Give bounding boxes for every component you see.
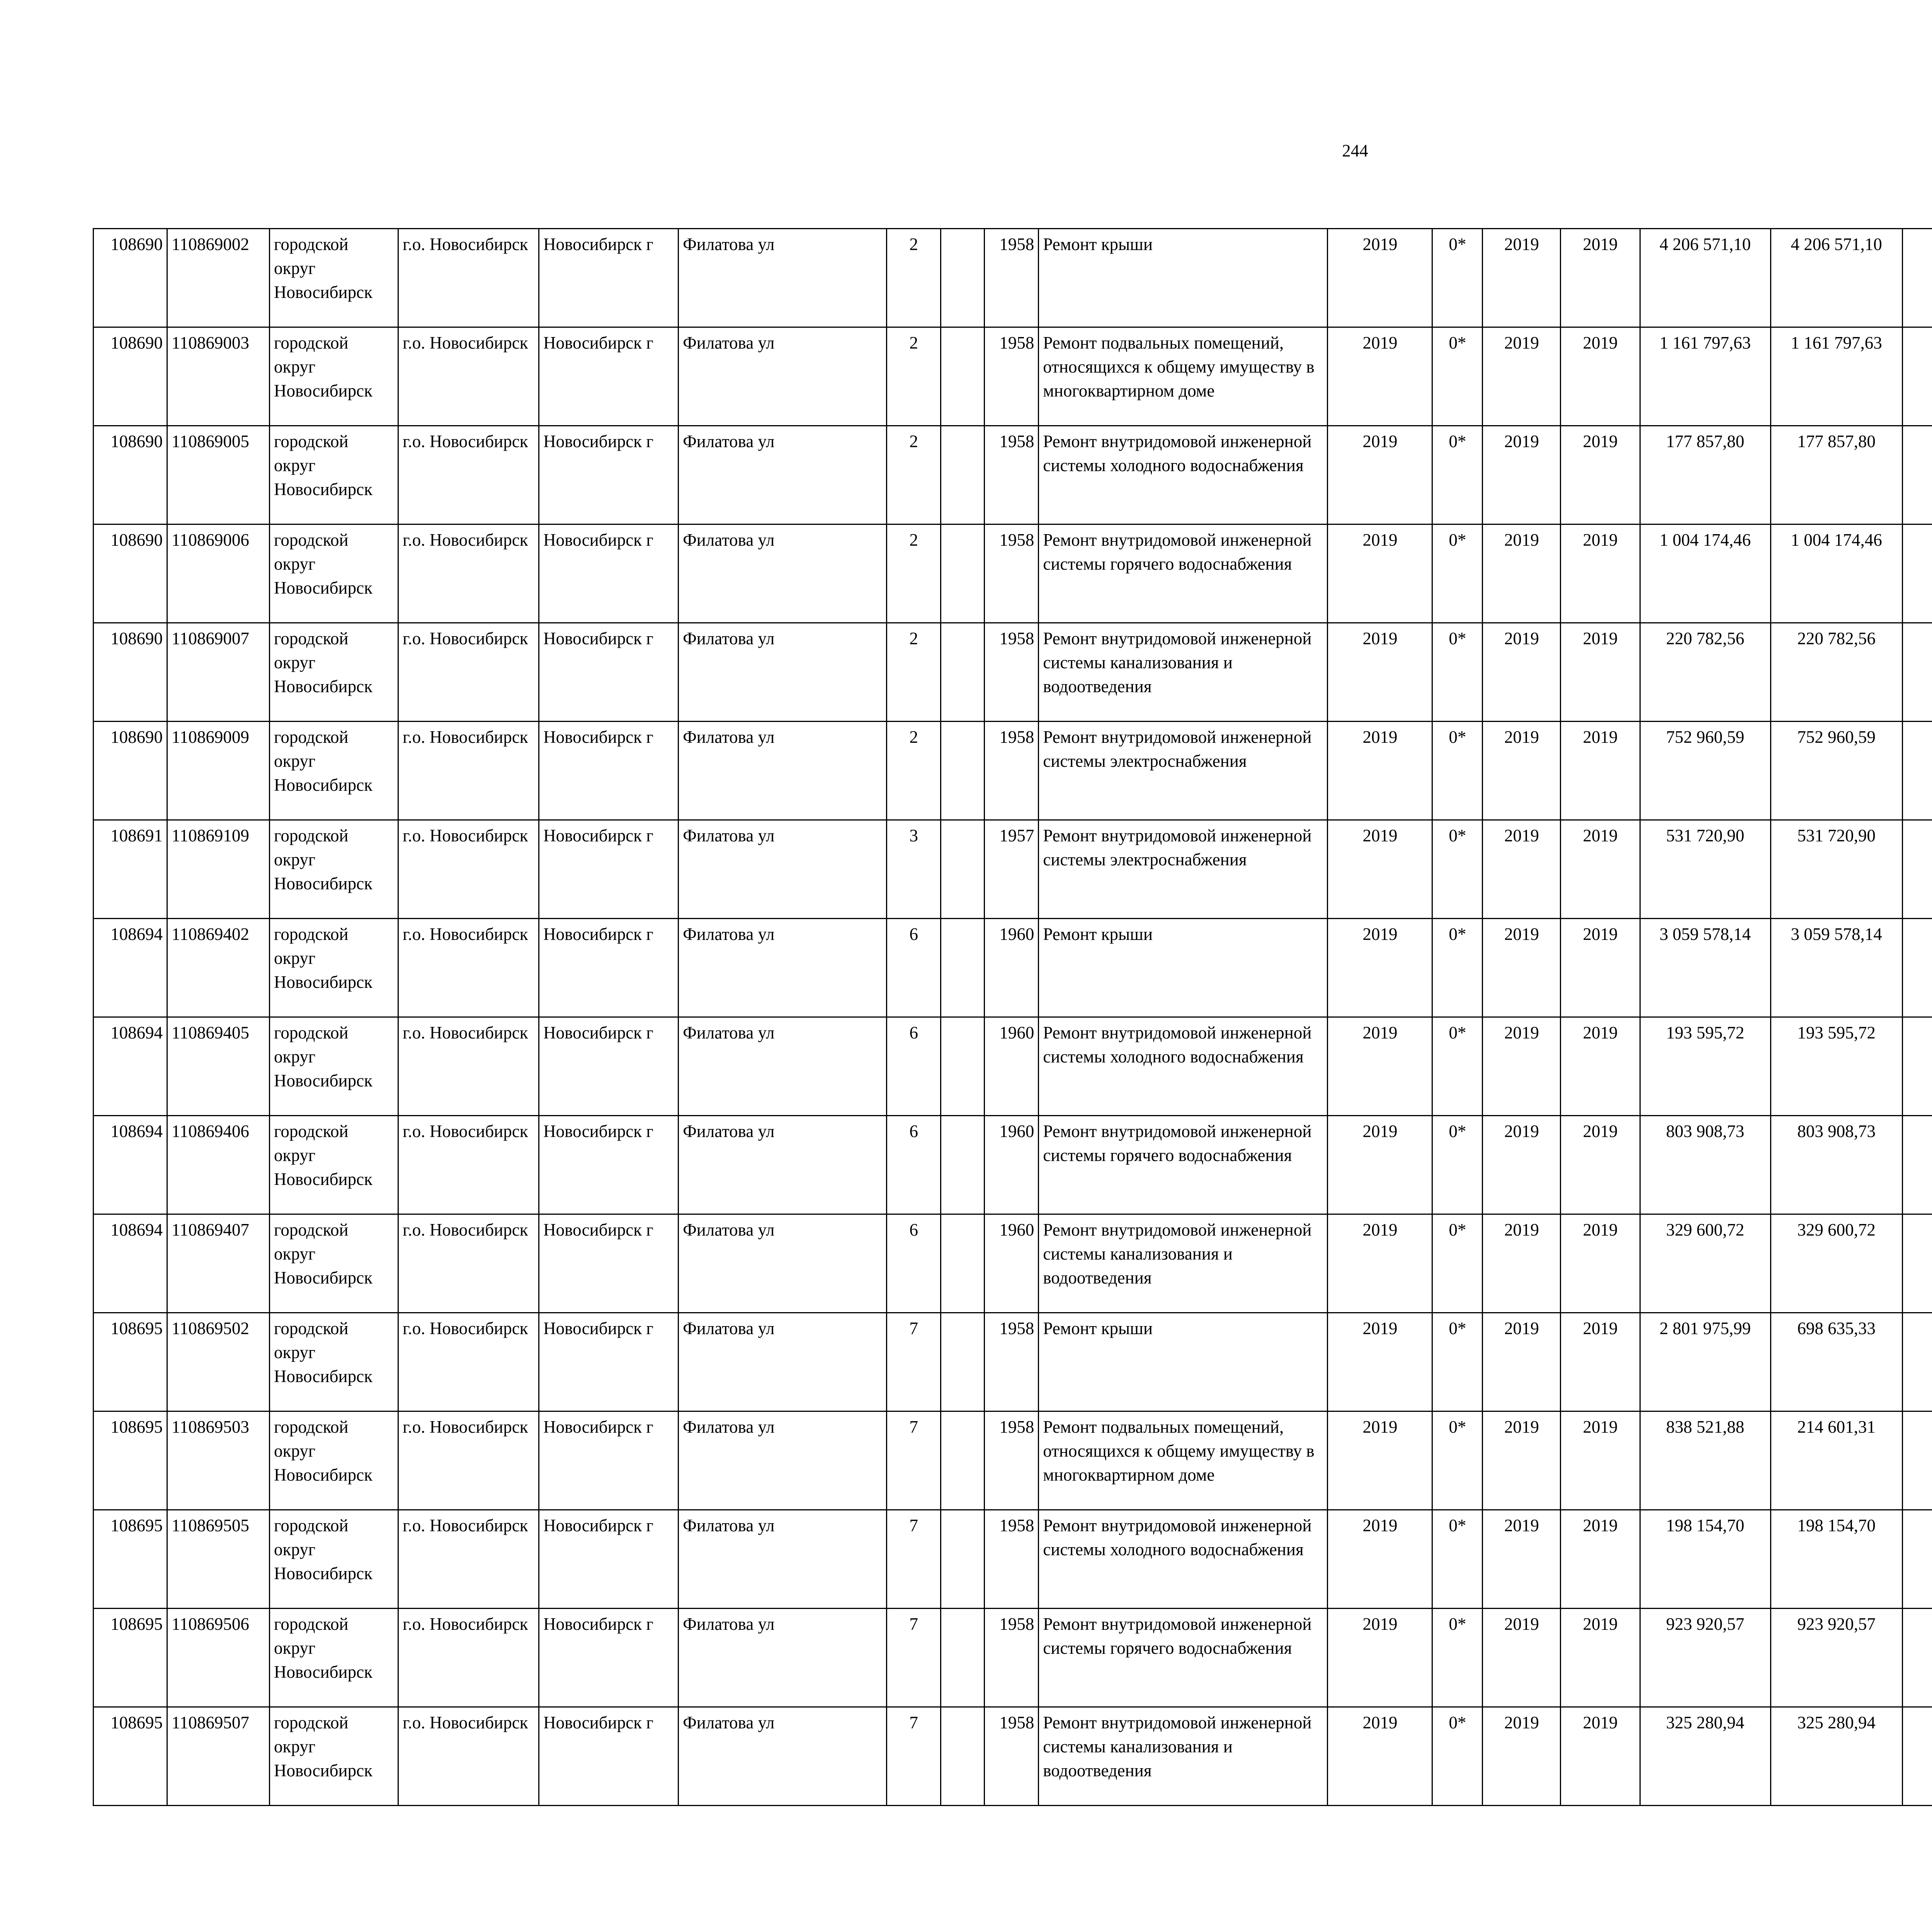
build-year-cell: 1960 xyxy=(985,1017,1039,1116)
work-type-cell: Ремонт крыши xyxy=(1039,919,1328,1017)
end-year-cell: 2019 xyxy=(1561,327,1640,426)
building-cell xyxy=(941,722,985,820)
build-year-cell: 1960 xyxy=(985,919,1039,1017)
total-cost-cell: 325 280,94 xyxy=(1640,1707,1770,1806)
plan-year-cell: 2019 xyxy=(1328,919,1432,1017)
street-cell: Филатова ул xyxy=(679,623,887,722)
street-cell: Филатова ул xyxy=(679,1313,887,1411)
end-year-cell: 2019 xyxy=(1561,623,1640,722)
table-row xyxy=(94,1313,1932,1411)
municipality-cell: г.о. Новосибирск xyxy=(398,1214,539,1313)
flag-cell: 0* xyxy=(1432,1609,1483,1707)
total-cost-cell: 329 600,72 xyxy=(1640,1214,1770,1313)
building-cell xyxy=(941,1609,985,1707)
work-type-cell: Ремонт подвальных помещений, относящихся к общему имуществу в многоквартирном доме xyxy=(1039,327,1328,426)
cost-b-cell xyxy=(1902,1411,1932,1510)
fund-cost-cell: 193 595,72 xyxy=(1770,1017,1902,1116)
street-cell: Филатова ул xyxy=(679,1411,887,1510)
work-type-cell: Ремонт внутридомовой инженерной системы канализования и водоотведения xyxy=(1039,623,1328,722)
house-number-cell: 2 xyxy=(887,722,941,820)
total-cost-cell: 198 154,70 xyxy=(1640,1510,1770,1609)
plan-year-cell: 2019 xyxy=(1328,426,1432,524)
build-year-cell: 1960 xyxy=(985,1116,1039,1214)
plan-year-cell: 2019 xyxy=(1328,1707,1432,1806)
cost-b-cell xyxy=(1902,524,1932,623)
cost-b-cell xyxy=(1902,327,1932,426)
object-id-cell: 108695 xyxy=(94,1609,167,1707)
street-cell: Филатова ул xyxy=(679,229,887,327)
work-code-cell: 110869506 xyxy=(167,1609,270,1707)
start-year-cell: 2019 xyxy=(1483,1116,1561,1214)
start-year-cell: 2019 xyxy=(1483,1707,1561,1806)
cost-b-cell xyxy=(1902,1707,1932,1806)
flag-cell: 0* xyxy=(1432,524,1483,623)
work-type-cell: Ремонт внутридомовой инженерной системы канализования и водоотведения xyxy=(1039,1214,1328,1313)
district-cell: городской округ Новосибирск xyxy=(270,327,398,426)
build-year-cell: 1958 xyxy=(985,1707,1039,1806)
municipality-cell: г.о. Новосибирск xyxy=(398,919,539,1017)
city-cell: Новосибирск г xyxy=(539,1609,679,1707)
table-row xyxy=(94,426,1932,524)
build-year-cell: 1958 xyxy=(985,722,1039,820)
building-cell xyxy=(941,1411,985,1510)
work-code-cell: 110869505 xyxy=(167,1510,270,1609)
municipality-cell: г.о. Новосибирск xyxy=(398,1313,539,1411)
flag-cell: 0* xyxy=(1432,623,1483,722)
street-cell: Филатова ул xyxy=(679,524,887,623)
work-code-cell: 110869503 xyxy=(167,1411,270,1510)
work-type-cell: Ремонт внутридомовой инженерной системы холодного водоснабжения xyxy=(1039,426,1328,524)
plan-year-cell: 2019 xyxy=(1328,1313,1432,1411)
object-id-cell: 108691 xyxy=(94,820,167,919)
house-number-cell: 7 xyxy=(887,1313,941,1411)
house-number-cell: 2 xyxy=(887,327,941,426)
end-year-cell: 2019 xyxy=(1561,820,1640,919)
cost-b-cell xyxy=(1902,1510,1932,1609)
plan-year-cell: 2019 xyxy=(1328,524,1432,623)
house-number-cell: 6 xyxy=(887,919,941,1017)
table-row xyxy=(94,1116,1932,1214)
municipality-cell: г.о. Новосибирск xyxy=(398,722,539,820)
work-type-cell: Ремонт внутридомовой инженерной системы электроснабжения xyxy=(1039,722,1328,820)
end-year-cell: 2019 xyxy=(1561,1313,1640,1411)
fund-cost-cell: 3 059 578,14 xyxy=(1770,919,1902,1017)
work-code-cell: 110869402 xyxy=(167,919,270,1017)
table-row xyxy=(94,1017,1932,1116)
fund-cost-cell: 698 635,33 xyxy=(1770,1313,1902,1411)
repair-register-table xyxy=(93,228,1932,1806)
total-cost-cell: 177 857,80 xyxy=(1640,426,1770,524)
build-year-cell: 1958 xyxy=(985,426,1039,524)
fund-cost-cell: 198 154,70 xyxy=(1770,1510,1902,1609)
flag-cell: 0* xyxy=(1432,820,1483,919)
work-type-cell: Ремонт внутридомовой инженерной системы канализования и водоотведения xyxy=(1039,1707,1328,1806)
street-cell: Филатова ул xyxy=(679,1510,887,1609)
municipality-cell: г.о. Новосибирск xyxy=(398,1609,539,1707)
work-type-cell: Ремонт внутридомовой инженерной системы горячего водоснабжения xyxy=(1039,1609,1328,1707)
table-row xyxy=(94,327,1932,426)
table-row xyxy=(94,524,1932,623)
cost-b-cell xyxy=(1902,722,1932,820)
end-year-cell: 2019 xyxy=(1561,1017,1640,1116)
fund-cost-cell: 177 857,80 xyxy=(1770,426,1902,524)
work-type-cell: Ремонт внутридомовой инженерной системы холодного водоснабжения xyxy=(1039,1017,1328,1116)
city-cell: Новосибирск г xyxy=(539,1411,679,1510)
cost-b-cell xyxy=(1902,820,1932,919)
district-cell: городской округ Новосибирск xyxy=(270,1707,398,1806)
end-year-cell: 2019 xyxy=(1561,1214,1640,1313)
work-code-cell: 110869002 xyxy=(167,229,270,327)
municipality-cell: г.о. Новосибирск xyxy=(398,1116,539,1214)
house-number-cell: 2 xyxy=(887,229,941,327)
district-cell: городской округ Новосибирск xyxy=(270,1116,398,1214)
house-number-cell: 2 xyxy=(887,623,941,722)
building-cell xyxy=(941,1017,985,1116)
table-row xyxy=(94,229,1932,327)
object-id-cell: 108694 xyxy=(94,1214,167,1313)
plan-year-cell: 2019 xyxy=(1328,1609,1432,1707)
start-year-cell: 2019 xyxy=(1483,1313,1561,1411)
city-cell: Новосибирск г xyxy=(539,426,679,524)
flag-cell: 0* xyxy=(1432,1510,1483,1609)
fund-cost-cell: 1 161 797,63 xyxy=(1770,327,1902,426)
object-id-cell: 108694 xyxy=(94,1017,167,1116)
building-cell xyxy=(941,1116,985,1214)
end-year-cell: 2019 xyxy=(1561,1609,1640,1707)
end-year-cell: 2019 xyxy=(1561,229,1640,327)
municipality-cell: г.о. Новосибирск xyxy=(398,1017,539,1116)
flag-cell: 0* xyxy=(1432,426,1483,524)
start-year-cell: 2019 xyxy=(1483,524,1561,623)
city-cell: Новосибирск г xyxy=(539,327,679,426)
end-year-cell: 2019 xyxy=(1561,524,1640,623)
total-cost-cell: 4 206 571,10 xyxy=(1640,229,1770,327)
street-cell: Филатова ул xyxy=(679,1116,887,1214)
work-type-cell: Ремонт крыши xyxy=(1039,1313,1328,1411)
total-cost-cell: 1 004 174,46 xyxy=(1640,524,1770,623)
total-cost-cell: 2 801 975,99 xyxy=(1640,1313,1770,1411)
table-row xyxy=(94,1411,1932,1510)
end-year-cell: 2019 xyxy=(1561,722,1640,820)
fund-cost-cell: 752 960,59 xyxy=(1770,722,1902,820)
street-cell: Филатова ул xyxy=(679,426,887,524)
municipality-cell: г.о. Новосибирск xyxy=(398,623,539,722)
start-year-cell: 2019 xyxy=(1483,623,1561,722)
start-year-cell: 2019 xyxy=(1483,1510,1561,1609)
flag-cell: 0* xyxy=(1432,722,1483,820)
flag-cell: 0* xyxy=(1432,919,1483,1017)
work-code-cell: 110869007 xyxy=(167,623,270,722)
total-cost-cell: 923 920,57 xyxy=(1640,1609,1770,1707)
municipality-cell: г.о. Новосибирск xyxy=(398,327,539,426)
fund-cost-cell: 325 280,94 xyxy=(1770,1707,1902,1806)
street-cell: Филатова ул xyxy=(679,820,887,919)
street-cell: Филатова ул xyxy=(679,722,887,820)
fund-cost-cell: 329 600,72 xyxy=(1770,1214,1902,1313)
start-year-cell: 2019 xyxy=(1483,327,1561,426)
district-cell: городской округ Новосибирск xyxy=(270,623,398,722)
build-year-cell: 1958 xyxy=(985,1609,1039,1707)
flag-cell: 0* xyxy=(1432,1214,1483,1313)
total-cost-cell: 220 782,56 xyxy=(1640,623,1770,722)
work-code-cell: 110869109 xyxy=(167,820,270,919)
house-number-cell: 7 xyxy=(887,1510,941,1609)
building-cell xyxy=(941,327,985,426)
fund-cost-cell: 4 206 571,10 xyxy=(1770,229,1902,327)
city-cell: Новосибирск г xyxy=(539,623,679,722)
total-cost-cell: 752 960,59 xyxy=(1640,722,1770,820)
house-number-cell: 2 xyxy=(887,524,941,623)
page-number: 244 xyxy=(1342,141,1368,160)
house-number-cell: 7 xyxy=(887,1707,941,1806)
start-year-cell: 2019 xyxy=(1483,722,1561,820)
district-cell: городской округ Новосибирск xyxy=(270,1214,398,1313)
start-year-cell: 2019 xyxy=(1483,919,1561,1017)
end-year-cell: 2019 xyxy=(1561,1707,1640,1806)
municipality-cell: г.о. Новосибирск xyxy=(398,229,539,327)
object-id-cell: 108694 xyxy=(94,919,167,1017)
building-cell xyxy=(941,1510,985,1609)
district-cell: городской округ Новосибирск xyxy=(270,426,398,524)
city-cell: Новосибирск г xyxy=(539,1313,679,1411)
build-year-cell: 1957 xyxy=(985,820,1039,919)
end-year-cell: 2019 xyxy=(1561,1116,1640,1214)
build-year-cell: 1960 xyxy=(985,1214,1039,1313)
plan-year-cell: 2019 xyxy=(1328,820,1432,919)
work-code-cell: 110869407 xyxy=(167,1214,270,1313)
city-cell: Новосибирск г xyxy=(539,1116,679,1214)
work-type-cell: Ремонт внутридомовой инженерной системы электроснабжения xyxy=(1039,820,1328,919)
fund-cost-cell: 1 004 174,46 xyxy=(1770,524,1902,623)
work-type-cell: Ремонт подвальных помещений, относящихся к общему имуществу в многоквартирном доме xyxy=(1039,1411,1328,1510)
build-year-cell: 1958 xyxy=(985,1510,1039,1609)
object-id-cell: 108690 xyxy=(94,623,167,722)
street-cell: Филатова ул xyxy=(679,1017,887,1116)
city-cell: Новосибирск г xyxy=(539,820,679,919)
cost-b-cell xyxy=(1902,426,1932,524)
cost-b-cell xyxy=(1902,229,1932,327)
work-code-cell: 110869406 xyxy=(167,1116,270,1214)
fund-cost-cell: 214 601,31 xyxy=(1770,1411,1902,1510)
city-cell: Новосибирск г xyxy=(539,1214,679,1313)
house-number-cell: 3 xyxy=(887,820,941,919)
plan-year-cell: 2019 xyxy=(1328,1116,1432,1214)
building-cell xyxy=(941,1214,985,1313)
total-cost-cell: 1 161 797,63 xyxy=(1640,327,1770,426)
building-cell xyxy=(941,524,985,623)
district-cell: городской округ Новосибирск xyxy=(270,919,398,1017)
table-row xyxy=(94,1214,1932,1313)
building-cell xyxy=(941,919,985,1017)
flag-cell: 0* xyxy=(1432,1707,1483,1806)
district-cell: городской округ Новосибирск xyxy=(270,1411,398,1510)
street-cell: Филатова ул xyxy=(679,919,887,1017)
house-number-cell: 7 xyxy=(887,1609,941,1707)
work-code-cell: 110869006 xyxy=(167,524,270,623)
total-cost-cell: 3 059 578,14 xyxy=(1640,919,1770,1017)
plan-year-cell: 2019 xyxy=(1328,1017,1432,1116)
work-type-cell: Ремонт внутридомовой инженерной системы холодного водоснабжения xyxy=(1039,1510,1328,1609)
city-cell: Новосибирск г xyxy=(539,1707,679,1806)
fund-cost-cell: 923 920,57 xyxy=(1770,1609,1902,1707)
start-year-cell: 2019 xyxy=(1483,426,1561,524)
object-id-cell: 108695 xyxy=(94,1411,167,1510)
district-cell: городской округ Новосибирск xyxy=(270,820,398,919)
build-year-cell: 1958 xyxy=(985,623,1039,722)
flag-cell: 0* xyxy=(1432,1313,1483,1411)
start-year-cell: 2019 xyxy=(1483,1214,1561,1313)
cost-b-cell xyxy=(1902,919,1932,1017)
cost-b-cell xyxy=(1902,623,1932,722)
building-cell xyxy=(941,229,985,327)
building-cell xyxy=(941,623,985,722)
plan-year-cell: 2019 xyxy=(1328,327,1432,426)
fund-cost-cell: 803 908,73 xyxy=(1770,1116,1902,1214)
flag-cell: 0* xyxy=(1432,1411,1483,1510)
total-cost-cell: 193 595,72 xyxy=(1640,1017,1770,1116)
table-row xyxy=(94,722,1932,820)
flag-cell: 0* xyxy=(1432,327,1483,426)
end-year-cell: 2019 xyxy=(1561,919,1640,1017)
work-code-cell: 110869502 xyxy=(167,1313,270,1411)
cost-b-cell xyxy=(1902,1609,1932,1707)
object-id-cell: 108690 xyxy=(94,229,167,327)
municipality-cell: г.о. Новосибирск xyxy=(398,1707,539,1806)
street-cell: Филатова ул xyxy=(679,327,887,426)
start-year-cell: 2019 xyxy=(1483,820,1561,919)
district-cell: городской округ Новосибирск xyxy=(270,229,398,327)
end-year-cell: 2019 xyxy=(1561,426,1640,524)
cost-b-cell xyxy=(1902,1313,1932,1411)
object-id-cell: 108694 xyxy=(94,1116,167,1214)
fund-cost-cell: 531 720,90 xyxy=(1770,820,1902,919)
table-row xyxy=(94,623,1932,722)
municipality-cell: г.о. Новосибирск xyxy=(398,426,539,524)
building-cell xyxy=(941,1707,985,1806)
work-code-cell: 110869005 xyxy=(167,426,270,524)
district-cell: городской округ Новосибирск xyxy=(270,1510,398,1609)
start-year-cell: 2019 xyxy=(1483,229,1561,327)
table-body xyxy=(94,229,1932,1806)
city-cell: Новосибирск г xyxy=(539,524,679,623)
city-cell: Новосибирск г xyxy=(539,722,679,820)
cost-b-cell xyxy=(1902,1214,1932,1313)
municipality-cell: г.о. Новосибирск xyxy=(398,820,539,919)
plan-year-cell: 2019 xyxy=(1328,229,1432,327)
build-year-cell: 1958 xyxy=(985,327,1039,426)
table-row xyxy=(94,1707,1932,1806)
district-cell: городской округ Новосибирск xyxy=(270,524,398,623)
flag-cell: 0* xyxy=(1432,1017,1483,1116)
cost-b-cell xyxy=(1902,1116,1932,1214)
municipality-cell: г.о. Новосибирск xyxy=(398,1411,539,1510)
work-type-cell: Ремонт крыши xyxy=(1039,229,1328,327)
work-code-cell: 110869405 xyxy=(167,1017,270,1116)
plan-year-cell: 2019 xyxy=(1328,1510,1432,1609)
object-id-cell: 108690 xyxy=(94,722,167,820)
city-cell: Новосибирск г xyxy=(539,919,679,1017)
municipality-cell: г.о. Новосибирск xyxy=(398,1510,539,1609)
end-year-cell: 2019 xyxy=(1561,1510,1640,1609)
object-id-cell: 108690 xyxy=(94,327,167,426)
flag-cell: 0* xyxy=(1432,229,1483,327)
total-cost-cell: 803 908,73 xyxy=(1640,1116,1770,1214)
fund-cost-cell: 220 782,56 xyxy=(1770,623,1902,722)
end-year-cell: 2019 xyxy=(1561,1411,1640,1510)
cost-b-cell xyxy=(1902,1017,1932,1116)
plan-year-cell: 2019 xyxy=(1328,1214,1432,1313)
street-cell: Филатова ул xyxy=(679,1609,887,1707)
plan-year-cell: 2019 xyxy=(1328,1411,1432,1510)
building-cell xyxy=(941,820,985,919)
house-number-cell: 6 xyxy=(887,1116,941,1214)
table-row xyxy=(94,1609,1932,1707)
build-year-cell: 1958 xyxy=(985,524,1039,623)
start-year-cell: 2019 xyxy=(1483,1017,1561,1116)
build-year-cell: 1958 xyxy=(985,1313,1039,1411)
work-code-cell: 110869009 xyxy=(167,722,270,820)
street-cell: Филатова ул xyxy=(679,1214,887,1313)
work-type-cell: Ремонт внутридомовой инженерной системы горячего водоснабжения xyxy=(1039,524,1328,623)
build-year-cell: 1958 xyxy=(985,1411,1039,1510)
building-cell xyxy=(941,426,985,524)
plan-year-cell: 2019 xyxy=(1328,623,1432,722)
total-cost-cell: 838 521,88 xyxy=(1640,1411,1770,1510)
start-year-cell: 2019 xyxy=(1483,1411,1561,1510)
district-cell: городской округ Новосибирск xyxy=(270,1313,398,1411)
table-row xyxy=(94,1510,1932,1609)
plan-year-cell: 2019 xyxy=(1328,722,1432,820)
start-year-cell: 2019 xyxy=(1483,1609,1561,1707)
street-cell: Филатова ул xyxy=(679,1707,887,1806)
table-row xyxy=(94,820,1932,919)
table-row xyxy=(94,919,1932,1017)
house-number-cell: 2 xyxy=(887,426,941,524)
house-number-cell: 6 xyxy=(887,1017,941,1116)
build-year-cell: 1958 xyxy=(985,229,1039,327)
house-number-cell: 7 xyxy=(887,1411,941,1510)
flag-cell: 0* xyxy=(1432,1116,1483,1214)
municipality-cell: г.о. Новосибирск xyxy=(398,524,539,623)
object-id-cell: 108695 xyxy=(94,1313,167,1411)
city-cell: Новосибирск г xyxy=(539,229,679,327)
object-id-cell: 108690 xyxy=(94,524,167,623)
total-cost-cell: 531 720,90 xyxy=(1640,820,1770,919)
object-id-cell: 108695 xyxy=(94,1510,167,1609)
work-code-cell: 110869003 xyxy=(167,327,270,426)
city-cell: Новосибирск г xyxy=(539,1017,679,1116)
district-cell: городской округ Новосибирск xyxy=(270,1017,398,1116)
city-cell: Новосибирск г xyxy=(539,1510,679,1609)
district-cell: городской округ Новосибирск xyxy=(270,722,398,820)
work-code-cell: 110869507 xyxy=(167,1707,270,1806)
object-id-cell: 108690 xyxy=(94,426,167,524)
building-cell xyxy=(941,1313,985,1411)
house-number-cell: 6 xyxy=(887,1214,941,1313)
object-id-cell: 108695 xyxy=(94,1707,167,1806)
district-cell: городской округ Новосибирск xyxy=(270,1609,398,1707)
work-type-cell: Ремонт внутридомовой инженерной системы горячего водоснабжения xyxy=(1039,1116,1328,1214)
